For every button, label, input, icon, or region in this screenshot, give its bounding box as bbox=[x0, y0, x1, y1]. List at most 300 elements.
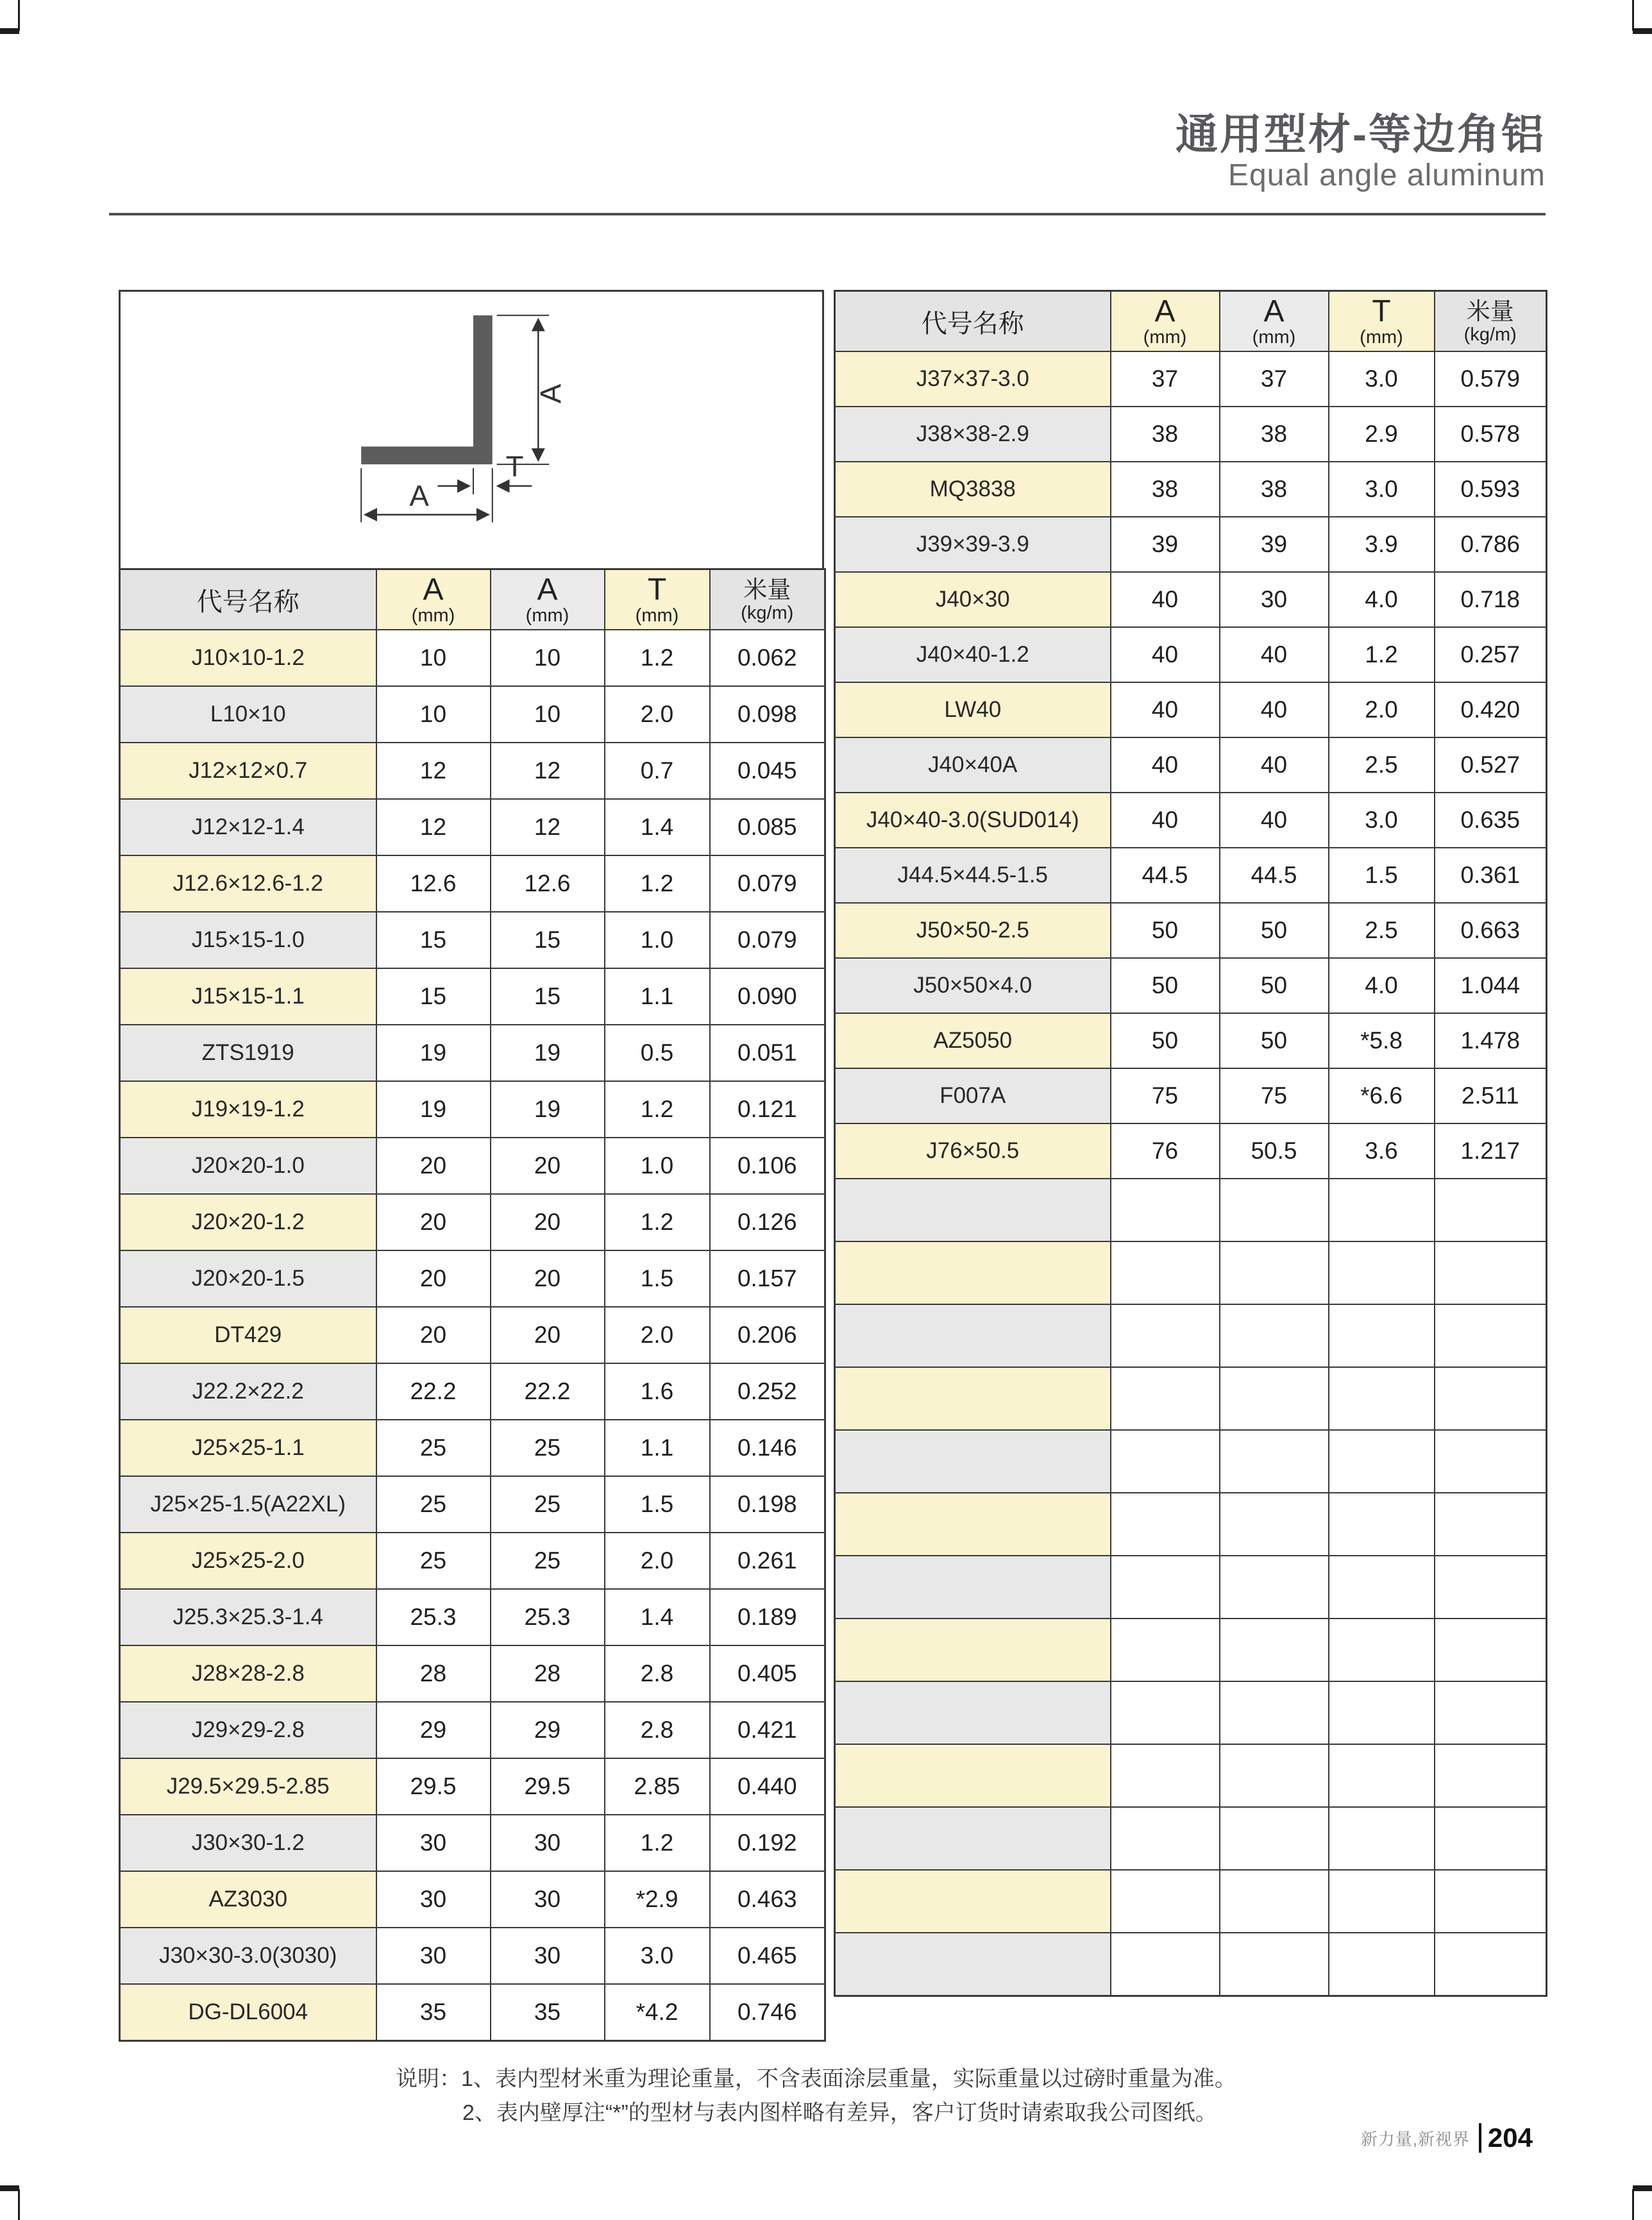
table-row bbox=[120, 1194, 825, 1250]
left-spec-table bbox=[119, 568, 826, 2042]
value-cell: 15 bbox=[491, 968, 605, 1025]
value-cell: 25 bbox=[376, 1476, 491, 1533]
profile-name-cell: J40×40-1.2 bbox=[835, 627, 1111, 682]
value-cell: 30 bbox=[376, 1871, 491, 1928]
value-cell: 1.217 bbox=[1435, 1123, 1547, 1179]
value-cell: 25 bbox=[491, 1476, 605, 1533]
crop-mark-bottom-left-bar bbox=[0, 2185, 19, 2191]
table-row-empty bbox=[835, 1493, 1547, 1556]
column-header-t-label: T bbox=[1372, 294, 1391, 329]
value-cell: 19 bbox=[491, 1081, 605, 1138]
value-cell: 0.421 bbox=[710, 1702, 825, 1758]
value-cell: 1.4 bbox=[605, 799, 710, 855]
value-cell: *4.2 bbox=[605, 1984, 710, 2041]
value-cell: 25.3 bbox=[376, 1589, 491, 1645]
value-cell bbox=[1111, 1367, 1220, 1430]
value-cell: 20 bbox=[376, 1194, 491, 1250]
value-cell: 40 bbox=[1111, 627, 1220, 682]
value-cell: 28 bbox=[491, 1645, 605, 1702]
page-footer bbox=[1361, 2123, 1533, 2153]
value-cell bbox=[1435, 1933, 1547, 1996]
value-cell bbox=[1220, 1933, 1329, 1996]
value-cell: 0.085 bbox=[710, 799, 825, 855]
value-cell: 1.2 bbox=[1329, 627, 1435, 682]
table-row bbox=[835, 1068, 1547, 1123]
profile-name-cell: J37×37-3.0 bbox=[835, 351, 1111, 407]
value-cell: 50 bbox=[1111, 903, 1220, 958]
value-cell: 37 bbox=[1111, 351, 1220, 407]
value-cell: 0.361 bbox=[1435, 848, 1547, 903]
value-cell: 12 bbox=[376, 799, 491, 855]
column-header-weight bbox=[1435, 291, 1547, 352]
column-header-a2-unit: (mm) bbox=[1252, 326, 1296, 348]
value-cell: 28 bbox=[376, 1645, 491, 1702]
value-cell: 22.2 bbox=[491, 1363, 605, 1420]
value-cell: 15 bbox=[376, 912, 491, 968]
value-cell bbox=[1329, 1241, 1435, 1304]
profile-name-cell bbox=[835, 1556, 1111, 1619]
value-cell: 20 bbox=[376, 1138, 491, 1194]
table-row bbox=[835, 572, 1547, 627]
column-header-t-label: T bbox=[647, 573, 667, 607]
profile-diagram bbox=[119, 290, 824, 568]
crop-mark-bottom-left-line bbox=[18, 2189, 20, 2220]
value-cell: 10 bbox=[491, 686, 605, 743]
value-cell: 35 bbox=[491, 1984, 605, 2041]
value-cell: 1.1 bbox=[605, 968, 710, 1025]
profile-name-cell bbox=[835, 1367, 1111, 1430]
value-cell bbox=[1111, 1933, 1220, 1996]
value-cell: 0.635 bbox=[1435, 793, 1547, 848]
value-cell: 0.157 bbox=[710, 1250, 825, 1307]
crop-mark-bottom-right-bar bbox=[1633, 2185, 1652, 2191]
column-header-weight-label: 米量 bbox=[743, 576, 791, 603]
value-cell bbox=[1220, 1744, 1329, 1807]
value-cell bbox=[1329, 1304, 1435, 1367]
value-cell: 2.5 bbox=[1329, 737, 1435, 793]
profile-name-cell: J12×12-1.4 bbox=[120, 799, 376, 855]
note-line-1: 说明：1、表内型材米重为理论重量，不含表面涂层重量，实际重量以过磅时重量为准。 bbox=[396, 2067, 1236, 2091]
profile-name-cell: J20×20-1.5 bbox=[120, 1250, 376, 1307]
value-cell bbox=[1435, 1179, 1547, 1241]
right-header-row bbox=[835, 291, 1547, 352]
footer-divider bbox=[1479, 2123, 1481, 2153]
value-cell: 0.257 bbox=[1435, 627, 1547, 682]
table-row-empty bbox=[835, 1807, 1547, 1870]
value-cell bbox=[1111, 1241, 1220, 1304]
value-cell: 40 bbox=[1111, 682, 1220, 737]
value-cell: 30 bbox=[491, 1871, 605, 1928]
value-cell: 40 bbox=[1220, 737, 1329, 793]
profile-name-cell bbox=[835, 1493, 1111, 1556]
column-header-name: 代号名称 bbox=[120, 569, 376, 630]
value-cell: 0.189 bbox=[710, 1589, 825, 1645]
value-cell: 1.1 bbox=[605, 1420, 710, 1476]
table-row-empty bbox=[835, 1556, 1547, 1619]
value-cell: 50.5 bbox=[1220, 1123, 1329, 1179]
value-cell bbox=[1111, 1807, 1220, 1870]
table-row bbox=[120, 1702, 825, 1758]
table-row bbox=[120, 1645, 825, 1702]
page-number: 204 bbox=[1487, 2123, 1533, 2153]
value-cell bbox=[1220, 1367, 1329, 1430]
value-cell: 1.5 bbox=[605, 1476, 710, 1533]
profile-name-cell bbox=[835, 1304, 1111, 1367]
value-cell: 1.2 bbox=[605, 1194, 710, 1250]
value-cell bbox=[1111, 1870, 1220, 1933]
table-row bbox=[120, 1138, 825, 1194]
value-cell: 38 bbox=[1220, 407, 1329, 462]
table-row bbox=[120, 1476, 825, 1533]
profile-name-cell bbox=[835, 1933, 1111, 1996]
value-cell bbox=[1329, 1807, 1435, 1870]
profile-name-cell: LW40 bbox=[835, 682, 1111, 737]
table-row-empty bbox=[835, 1681, 1547, 1744]
profile-name-cell: J25×25-2.0 bbox=[120, 1533, 376, 1589]
column-header-weight-unit: (kg/m) bbox=[1463, 324, 1517, 345]
value-cell: 1.5 bbox=[1329, 848, 1435, 903]
profile-name-cell: J29.5×29.5-2.85 bbox=[120, 1758, 376, 1815]
value-cell bbox=[1435, 1870, 1547, 1933]
right-panel bbox=[834, 290, 1546, 1997]
profile-name-cell bbox=[835, 1870, 1111, 1933]
profile-name-cell: J40×40A bbox=[835, 737, 1111, 793]
value-cell bbox=[1111, 1493, 1220, 1556]
value-cell: 10 bbox=[376, 686, 491, 743]
column-header-a2-label: A bbox=[1263, 294, 1285, 329]
value-cell: 0.090 bbox=[710, 968, 825, 1025]
column-header-a2 bbox=[1220, 291, 1329, 352]
value-cell: 0.106 bbox=[710, 1138, 825, 1194]
table-row bbox=[120, 686, 825, 743]
value-cell: 0.198 bbox=[710, 1476, 825, 1533]
value-cell: 50 bbox=[1111, 1013, 1220, 1068]
l-profile-shape bbox=[361, 315, 493, 464]
profile-name-cell: MQ3838 bbox=[835, 462, 1111, 517]
value-cell: 30 bbox=[376, 1928, 491, 1984]
profile-name-cell: J76×50.5 bbox=[835, 1123, 1111, 1179]
value-cell: 3.9 bbox=[1329, 517, 1435, 572]
value-cell bbox=[1111, 1430, 1220, 1493]
column-header-weight-unit: (kg/m) bbox=[741, 602, 794, 623]
profile-name-cell: J29×29-2.8 bbox=[120, 1702, 376, 1758]
table-row bbox=[120, 1250, 825, 1307]
value-cell: 30 bbox=[491, 1815, 605, 1871]
value-cell: 38 bbox=[1111, 462, 1220, 517]
value-cell: 25 bbox=[491, 1533, 605, 1589]
column-header-t bbox=[605, 569, 710, 630]
value-cell bbox=[1435, 1304, 1547, 1367]
value-cell: 0.465 bbox=[710, 1928, 825, 1984]
profile-name-cell: J40×30 bbox=[835, 572, 1111, 627]
value-cell: 37 bbox=[1220, 351, 1329, 407]
value-cell bbox=[1435, 1556, 1547, 1619]
value-cell: 1.0 bbox=[605, 1138, 710, 1194]
value-cell: 12 bbox=[491, 799, 605, 855]
value-cell bbox=[1329, 1870, 1435, 1933]
table-row bbox=[120, 1533, 825, 1589]
table-row-empty bbox=[835, 1179, 1547, 1241]
table-row bbox=[120, 1871, 825, 1928]
value-cell: 2.0 bbox=[605, 1307, 710, 1363]
profile-name-cell: L10×10 bbox=[120, 686, 376, 743]
column-header-a1 bbox=[376, 569, 491, 630]
table-row-empty bbox=[835, 1367, 1547, 1430]
value-cell bbox=[1111, 1681, 1220, 1744]
value-cell: 1.6 bbox=[605, 1363, 710, 1420]
profile-name-cell: J12.6×12.6-1.2 bbox=[120, 855, 376, 912]
title-divider bbox=[109, 213, 1546, 215]
table-row bbox=[120, 1589, 825, 1645]
value-cell: 4.0 bbox=[1329, 572, 1435, 627]
value-cell bbox=[1435, 1430, 1547, 1493]
value-cell: 0.420 bbox=[1435, 682, 1547, 737]
value-cell bbox=[1220, 1556, 1329, 1619]
value-cell: 29 bbox=[376, 1702, 491, 1758]
value-cell: 20 bbox=[376, 1307, 491, 1363]
table-row-empty bbox=[835, 1870, 1547, 1933]
value-cell bbox=[1435, 1367, 1547, 1430]
table-row bbox=[835, 903, 1547, 958]
profile-name-cell bbox=[835, 1179, 1111, 1241]
value-cell: 12 bbox=[491, 743, 605, 799]
right-spec-table bbox=[834, 290, 1547, 1997]
value-cell: 20 bbox=[491, 1250, 605, 1307]
value-cell bbox=[1220, 1807, 1329, 1870]
value-cell: 19 bbox=[491, 1025, 605, 1081]
value-cell: 12.6 bbox=[376, 855, 491, 912]
value-cell: 0.718 bbox=[1435, 572, 1547, 627]
footer-slogan: 新力量,新视界 bbox=[1360, 2129, 1470, 2149]
table-row bbox=[835, 958, 1547, 1013]
table-row-empty bbox=[835, 1430, 1547, 1493]
table-row bbox=[835, 627, 1547, 682]
value-cell: 44.5 bbox=[1111, 848, 1220, 903]
table-row bbox=[120, 799, 825, 855]
value-cell bbox=[1220, 1179, 1329, 1241]
value-cell bbox=[1435, 1681, 1547, 1744]
value-cell: 12.6 bbox=[491, 855, 605, 912]
value-cell bbox=[1220, 1241, 1329, 1304]
table-row-empty bbox=[835, 1241, 1547, 1304]
profile-name-cell: J30×30-3.0(3030) bbox=[120, 1928, 376, 1984]
value-cell: 2.9 bbox=[1329, 407, 1435, 462]
crop-mark-top-right-bar bbox=[1633, 28, 1652, 34]
profile-name-cell: J50×50×4.0 bbox=[835, 958, 1111, 1013]
value-cell bbox=[1329, 1430, 1435, 1493]
column-header-a1-label: A bbox=[423, 573, 444, 607]
table-row bbox=[835, 848, 1547, 903]
value-cell: 29.5 bbox=[376, 1758, 491, 1815]
value-cell: 25 bbox=[491, 1420, 605, 1476]
table-row bbox=[120, 1025, 825, 1081]
profile-name-cell: J30×30-1.2 bbox=[120, 1815, 376, 1871]
profile-name-cell bbox=[835, 1430, 1111, 1493]
value-cell: 30 bbox=[1220, 572, 1329, 627]
profile-name-cell: AZ3030 bbox=[120, 1871, 376, 1928]
value-cell: 0.079 bbox=[710, 855, 825, 912]
value-cell: 20 bbox=[491, 1138, 605, 1194]
table-row bbox=[120, 1815, 825, 1871]
dim-label-vertical-a: A bbox=[534, 383, 568, 404]
value-cell: 40 bbox=[1111, 572, 1220, 627]
column-header-a2-unit: (mm) bbox=[525, 605, 569, 626]
value-cell: 75 bbox=[1220, 1068, 1329, 1123]
value-cell: 40 bbox=[1111, 737, 1220, 793]
table-row bbox=[120, 1420, 825, 1476]
value-cell: 50 bbox=[1111, 958, 1220, 1013]
value-cell: 39 bbox=[1111, 517, 1220, 572]
table-row bbox=[835, 407, 1547, 462]
profile-name-cell: J25.3×25.3-1.4 bbox=[120, 1589, 376, 1645]
profile-name-cell: DG-DL6004 bbox=[120, 1984, 376, 2041]
dim-label-thickness-t: T bbox=[505, 450, 524, 483]
profile-name-cell: J20×20-1.0 bbox=[120, 1138, 376, 1194]
profile-name-cell: J38×38-2.9 bbox=[835, 407, 1111, 462]
value-cell: *6.6 bbox=[1329, 1068, 1435, 1123]
column-header-a1-label: A bbox=[1154, 294, 1176, 329]
value-cell bbox=[1220, 1619, 1329, 1681]
value-cell bbox=[1111, 1619, 1220, 1681]
table-row bbox=[120, 1081, 825, 1138]
table-row-empty bbox=[835, 1619, 1547, 1681]
table-row bbox=[120, 630, 825, 686]
value-cell bbox=[1220, 1681, 1329, 1744]
column-header-weight bbox=[710, 569, 825, 630]
value-cell: 22.2 bbox=[376, 1363, 491, 1420]
value-cell: 0.252 bbox=[710, 1363, 825, 1420]
value-cell: 0.045 bbox=[710, 743, 825, 799]
profile-name-cell bbox=[835, 1241, 1111, 1304]
value-cell: 0.261 bbox=[710, 1533, 825, 1589]
value-cell bbox=[1220, 1430, 1329, 1493]
value-cell: 75 bbox=[1111, 1068, 1220, 1123]
angle-profile-drawing bbox=[121, 292, 822, 568]
column-header-weight-label: 米量 bbox=[1466, 298, 1514, 325]
value-cell: *5.8 bbox=[1329, 1013, 1435, 1068]
value-cell: 1.4 bbox=[605, 1589, 710, 1645]
value-cell: 1.478 bbox=[1435, 1013, 1547, 1068]
profile-name-cell bbox=[835, 1744, 1111, 1807]
column-header-a2 bbox=[491, 569, 605, 630]
column-header-t bbox=[1329, 291, 1435, 352]
value-cell: 50 bbox=[1220, 958, 1329, 1013]
value-cell: 2.85 bbox=[605, 1758, 710, 1815]
value-cell: 1.5 bbox=[605, 1250, 710, 1307]
value-cell: 2.5 bbox=[1329, 903, 1435, 958]
value-cell: 29 bbox=[491, 1702, 605, 1758]
value-cell: 0.440 bbox=[710, 1758, 825, 1815]
value-cell: 0.578 bbox=[1435, 407, 1547, 462]
value-cell bbox=[1111, 1556, 1220, 1619]
profile-name-cell bbox=[835, 1619, 1111, 1681]
value-cell: 10 bbox=[491, 630, 605, 686]
value-cell bbox=[1220, 1870, 1329, 1933]
value-cell: 40 bbox=[1220, 682, 1329, 737]
value-cell: 2.8 bbox=[605, 1645, 710, 1702]
profile-name-cell: J44.5×44.5-1.5 bbox=[835, 848, 1111, 903]
table-row bbox=[120, 1307, 825, 1363]
value-cell bbox=[1329, 1619, 1435, 1681]
page-title: 通用型材-等边角铝 bbox=[1176, 110, 1546, 158]
value-cell: 0.579 bbox=[1435, 351, 1547, 407]
profile-name-cell: J25×25-1.1 bbox=[120, 1420, 376, 1476]
table-row bbox=[120, 912, 825, 968]
value-cell: 0.098 bbox=[710, 686, 825, 743]
value-cell: 40 bbox=[1111, 793, 1220, 848]
page-subtitle: Equal angle aluminum bbox=[1228, 158, 1546, 192]
value-cell: 3.0 bbox=[1329, 793, 1435, 848]
table-row bbox=[120, 1363, 825, 1420]
value-cell bbox=[1329, 1556, 1435, 1619]
column-header-t-unit: (mm) bbox=[635, 605, 679, 626]
value-cell: 0.051 bbox=[710, 1025, 825, 1081]
profile-name-cell: J19×19-1.2 bbox=[120, 1081, 376, 1138]
value-cell: 0.5 bbox=[605, 1025, 710, 1081]
value-cell bbox=[1111, 1179, 1220, 1241]
value-cell: 0.463 bbox=[710, 1871, 825, 1928]
value-cell bbox=[1329, 1681, 1435, 1744]
profile-name-cell: F007A bbox=[835, 1068, 1111, 1123]
table-row bbox=[835, 517, 1547, 572]
profile-name-cell: DT429 bbox=[120, 1307, 376, 1363]
left-panel bbox=[119, 290, 824, 2042]
profile-name-cell: AZ5050 bbox=[835, 1013, 1111, 1068]
value-cell bbox=[1329, 1367, 1435, 1430]
value-cell bbox=[1435, 1493, 1547, 1556]
value-cell: 0.405 bbox=[710, 1645, 825, 1702]
table-row bbox=[835, 682, 1547, 737]
value-cell: 0.206 bbox=[710, 1307, 825, 1363]
value-cell: 3.0 bbox=[1329, 351, 1435, 407]
value-cell: 39 bbox=[1220, 517, 1329, 572]
value-cell: 0.593 bbox=[1435, 462, 1547, 517]
value-cell: 20 bbox=[376, 1250, 491, 1307]
value-cell: 50 bbox=[1220, 1013, 1329, 1068]
value-cell: 0.121 bbox=[710, 1081, 825, 1138]
table-row bbox=[120, 1758, 825, 1815]
table-row-empty bbox=[835, 1933, 1547, 1996]
value-cell: 2.8 bbox=[605, 1702, 710, 1758]
profile-name-cell: J40×40-3.0(SUD014) bbox=[835, 793, 1111, 848]
value-cell: 35 bbox=[376, 1984, 491, 2041]
value-cell bbox=[1111, 1304, 1220, 1367]
profile-name-cell: J20×20-1.2 bbox=[120, 1194, 376, 1250]
value-cell bbox=[1329, 1493, 1435, 1556]
value-cell bbox=[1220, 1304, 1329, 1367]
value-cell bbox=[1329, 1933, 1435, 1996]
table-row bbox=[120, 968, 825, 1025]
table-row bbox=[835, 1013, 1547, 1068]
value-cell bbox=[1435, 1241, 1547, 1304]
value-cell: 0.746 bbox=[710, 1984, 825, 2041]
value-cell: 3.6 bbox=[1329, 1123, 1435, 1179]
column-header-a1 bbox=[1111, 291, 1220, 352]
column-header-name: 代号名称 bbox=[835, 291, 1111, 352]
value-cell: 19 bbox=[376, 1081, 491, 1138]
crop-mark-top-right-line bbox=[1632, 0, 1634, 31]
value-cell: 1.0 bbox=[605, 912, 710, 968]
value-cell bbox=[1435, 1807, 1547, 1870]
value-cell: 76 bbox=[1111, 1123, 1220, 1179]
column-header-a1-unit: (mm) bbox=[1143, 326, 1187, 348]
value-cell: 1.2 bbox=[605, 630, 710, 686]
table-row bbox=[835, 351, 1547, 407]
crop-mark-top-left-bar bbox=[0, 28, 19, 34]
profile-name-cell: J12×12×0.7 bbox=[120, 743, 376, 799]
value-cell bbox=[1435, 1744, 1547, 1807]
value-cell: 0.146 bbox=[710, 1420, 825, 1476]
